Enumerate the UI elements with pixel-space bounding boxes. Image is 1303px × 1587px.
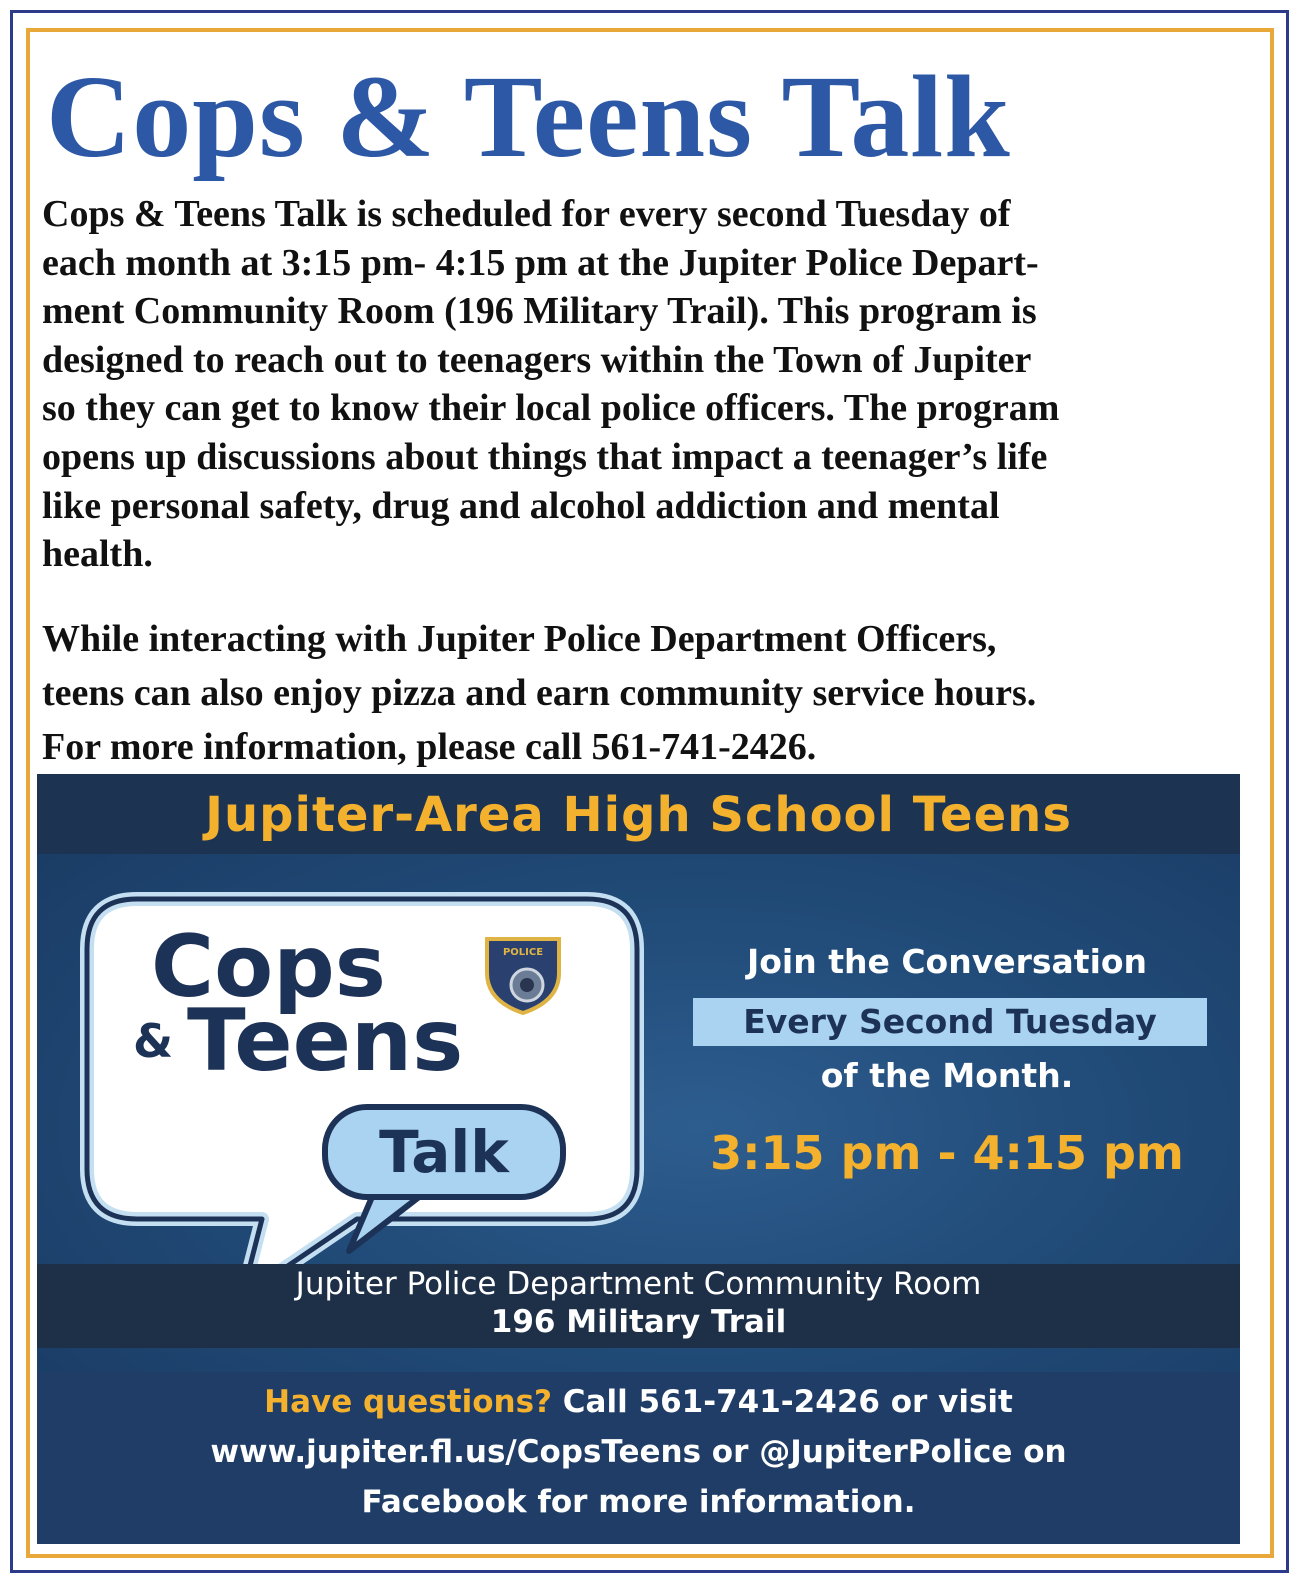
website-social-text: www.jupiter.fl.us/CopsTeens or @JupiterPolice on — [210, 1434, 1067, 1470]
paragraph-line: so they can get to know their local police officers. The program — [42, 387, 1060, 430]
paragraph-line: teens can also enjoy pizza and earn community service hours. — [42, 672, 1037, 714]
paragraph-line: health. — [42, 533, 153, 576]
logo-talk-text: Talk — [379, 1118, 509, 1186]
poster-headline: Jupiter-Area High School Teens — [205, 787, 1072, 843]
paragraph-line: ment Community Room (196 Military Trail). This program is — [42, 290, 1037, 333]
location-address: 196 Military Trail — [490, 1304, 787, 1340]
facebook-text: Facebook for more information. — [361, 1484, 916, 1520]
event-time: 3:15 pm - 4:15 pm — [710, 1126, 1184, 1180]
paragraph-line: Cops & Teens Talk is scheduled for every second Tuesday of — [42, 193, 1011, 235]
article-paragraph-2 — [42, 612, 1257, 774]
logo-ampersand: & — [133, 1014, 174, 1068]
paragraph-line: like personal safety, drug and alcohol addiction and mental — [42, 484, 1000, 527]
paragraph-line: designed to reach out to teenagers within the Town of Jupiter — [42, 338, 1032, 381]
have-questions-text: Have questions? — [264, 1384, 553, 1420]
article-title: Cops & Teens Talk — [46, 51, 1011, 182]
location-room: Jupiter Police Department Community Room — [295, 1266, 982, 1302]
every-second-tuesday-highlight: Every Second Tuesday — [693, 998, 1207, 1046]
footer-line-1 — [37, 1384, 1240, 1420]
police-badge-icon — [479, 929, 567, 1017]
call-text: Call 561-741-2426 or visit — [552, 1384, 1013, 1420]
poster-header-band — [37, 774, 1240, 854]
of-the-month-text: of the Month. — [820, 1056, 1074, 1095]
article-paragraph-1 — [42, 190, 1257, 579]
logo-teens-text: Teens — [187, 991, 464, 1091]
join-conversation-text: Join the Conversation — [746, 942, 1148, 981]
paragraph-line: each month at 3:15 pm- 4:15 pm at the Jupiter Police Depart- — [42, 241, 1039, 284]
paragraph-line: opens up discussions about things that impact a teenager’s life — [42, 435, 1048, 478]
logo-cops-text: Cops — [151, 917, 386, 1017]
event-poster — [37, 774, 1240, 1544]
paragraph-line: For more information, please call 561-741-2426. — [42, 726, 817, 768]
contact-footer — [37, 1372, 1240, 1544]
paragraph-line: While interacting with Jupiter Police Department Officers, — [42, 618, 997, 660]
location-band — [37, 1264, 1240, 1348]
badge-text: POLICE — [502, 947, 544, 958]
